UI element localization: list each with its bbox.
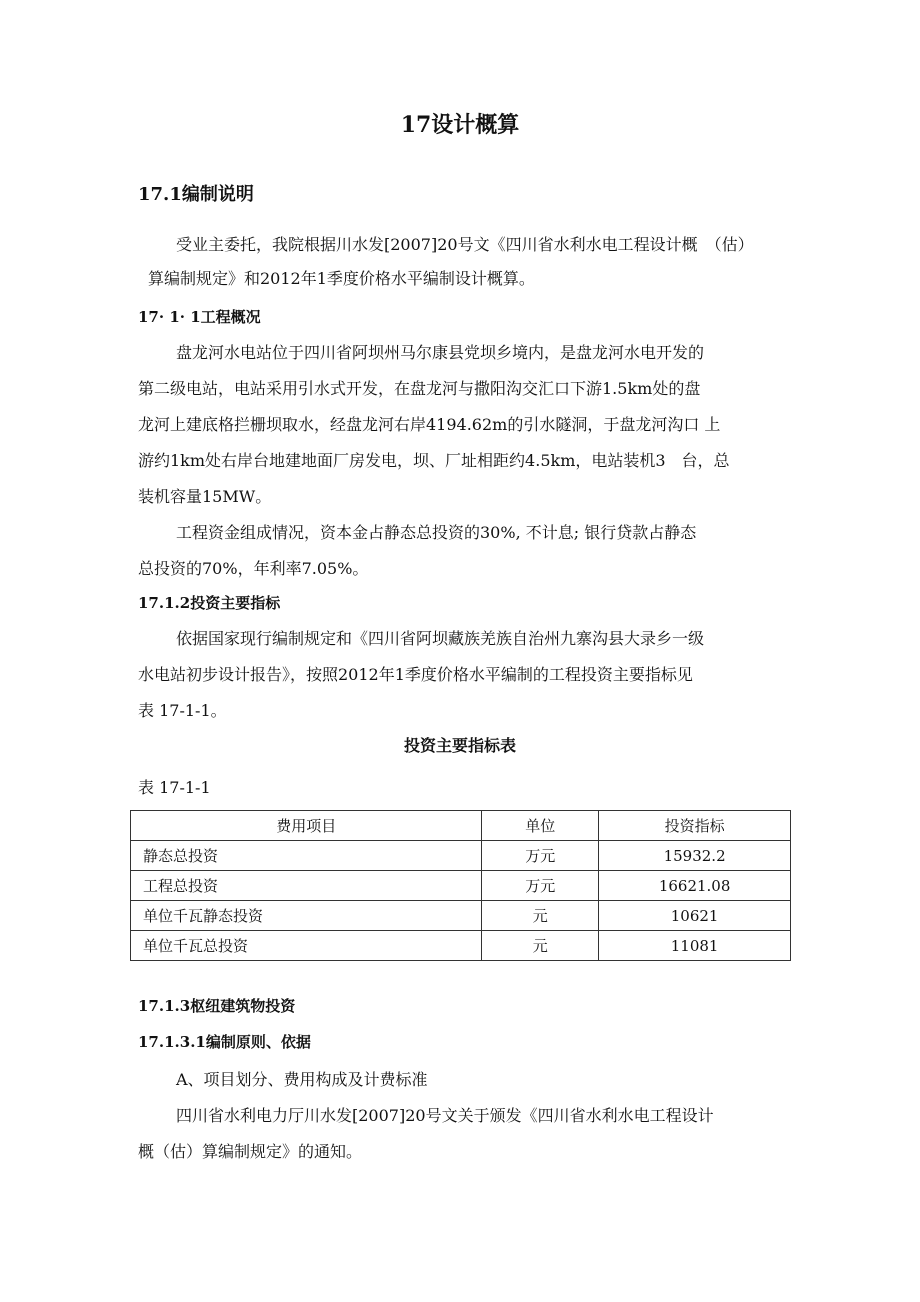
table-row <box>131 841 791 871</box>
table-cell: 元 <box>482 901 599 931</box>
paragraph-line: 表 17-1-1。 <box>138 701 227 720</box>
paragraph-line: 水电站初步设计报告》，按照2012年1季度价格水平编制的工程投资主要指标见 <box>138 665 693 684</box>
table-caption: 投资主要指标表 <box>403 736 516 755</box>
paragraph-line: 龙河上建底格拦栅坝取水，经盘龙河右岸4194.62m的引水隧洞，于盘龙河沟口 上 <box>138 415 721 434</box>
section-heading-17-1-3: 17.1.3枢纽建筑物投资 <box>138 997 296 1015</box>
table-cell: 单位千瓦静态投资 <box>131 901 482 931</box>
section-heading-17-1-2: 17.1.2投资主要指标 <box>138 594 281 612</box>
column-header: 单位 <box>482 811 599 841</box>
column-header: 投资指标 <box>599 811 791 841</box>
table-cell: 单位千瓦总投资 <box>131 931 482 961</box>
page-title: 17设计概算 <box>400 112 520 138</box>
investment-indicator-table <box>130 810 791 961</box>
paragraph-line: 第二级电站，电站采用引水式开发，在盘龙河与撒阳沟交汇口下游1.5km处的盘 <box>138 379 701 398</box>
paragraph-line: 受业主委托，我院根据川水发[2007]20号文《四川省水利水电工程设计概 （估） <box>176 235 754 254</box>
table-row <box>131 901 791 931</box>
table-label: 表 17-1-1 <box>138 778 211 797</box>
table-cell: 元 <box>482 931 599 961</box>
paragraph-line: 算编制规定》和2012年1季度价格水平编制设计概算。 <box>148 269 535 288</box>
paragraph-line: 四川省水利电力厅川水发[2007]20号文关于颁发《四川省水利水电工程设计 <box>176 1106 714 1125</box>
table-cell: 万元 <box>482 841 599 871</box>
column-header: 费用项目 <box>131 811 482 841</box>
paragraph-line: 总投资的70%，年利率7.05%。 <box>138 559 369 578</box>
section-heading-17-1-1: 17· 1· 1工程概况 <box>138 308 261 326</box>
table-row <box>131 931 791 961</box>
paragraph-line: 游约1km处右岸台地建地面厂房发电，坝、厂址相距约4.5km，电站装机3 台，总 <box>138 451 730 470</box>
table-cell: 万元 <box>482 871 599 901</box>
paragraph-line: 工程资金组成情况，资本金占静态总投资的30%, 不计息; 银行贷款占静态 <box>176 523 697 542</box>
section-heading-17-1: 17.1编制说明 <box>138 184 254 205</box>
table-row <box>131 871 791 901</box>
section-heading-17-1-3-1: 17.1.3.1编制原则、依据 <box>138 1033 311 1051</box>
table-cell: 16621.08 <box>599 871 791 901</box>
paragraph-line: 装机容量15MW。 <box>138 487 272 506</box>
table-cell: 静态总投资 <box>131 841 482 871</box>
table-header-row <box>131 811 791 841</box>
paragraph-line: 概（估）算编制规定》的通知。 <box>138 1142 363 1161</box>
list-item-a: A、项目划分、费用构成及计费标准 <box>176 1070 428 1089</box>
table-cell: 11081 <box>599 931 791 961</box>
paragraph-line: 依据国家现行编制规定和《四川省阿坝藏族羌族自治州九寨沟县大录乡一级 <box>176 629 705 648</box>
table-cell: 10621 <box>599 901 791 931</box>
table-cell: 工程总投资 <box>131 871 482 901</box>
table-cell: 15932.2 <box>599 841 791 871</box>
paragraph-line: 盘龙河水电站位于四川省阿坝州马尔康县党坝乡境内，是盘龙河水电开发的 <box>176 343 705 362</box>
